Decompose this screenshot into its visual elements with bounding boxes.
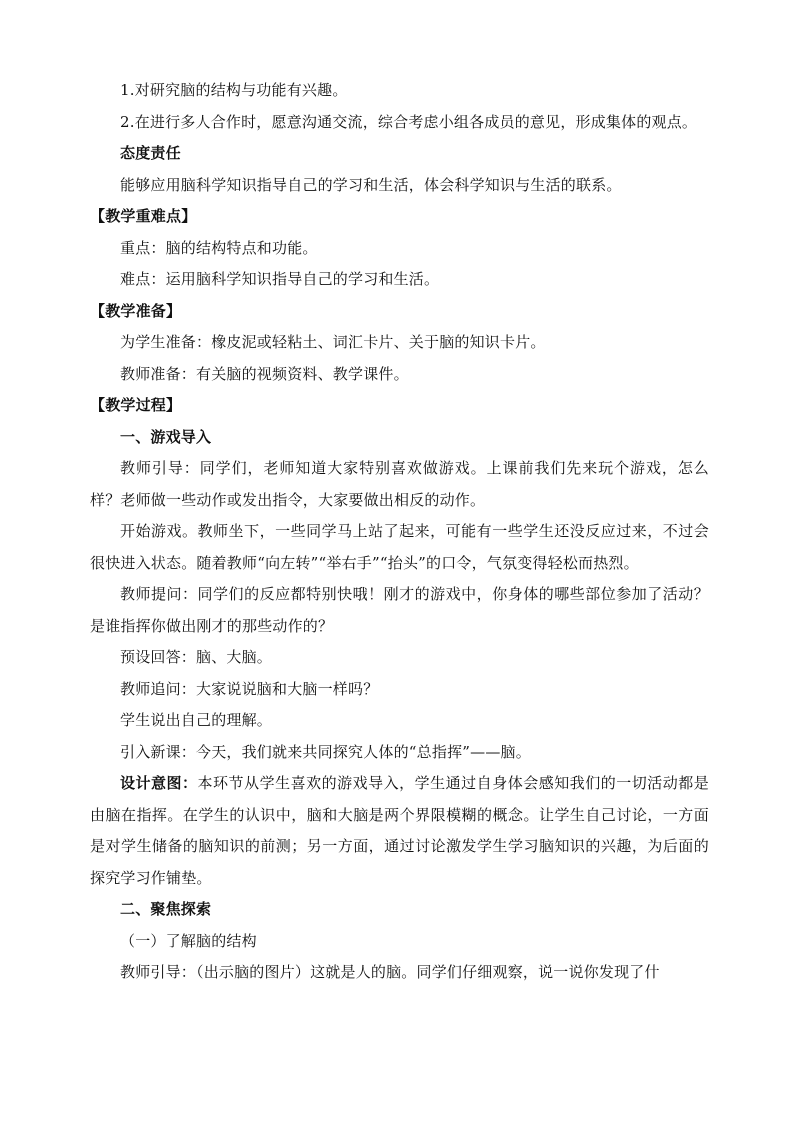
teacher-guide-2: 教师引导：（出示脑的图片）这就是人的脑。同学们仔细观察，说一说你发现了什	[120, 963, 660, 981]
design-intent	[90, 768, 709, 894]
heading-process: 【教学过程】	[90, 396, 182, 414]
game-start: 开始游戏。教师坐下，一些同学马上站了起来，可能有一些学生还没反应过来，不过会很快进入状态。随着教师“向左转”“举右手”“抬头”的口令，气氛变得轻松而热烈。	[90, 522, 709, 572]
student-preparation: 为学生准备：橡皮泥或轻粘土、词汇卡片、关于脑的知识卡片。	[120, 333, 546, 351]
teacher-followup: 教师追问：大家说说脑和大脑一样吗？	[120, 679, 379, 698]
teacher-guide-1: 教师引导：同学们，老师知道大家特别喜欢做游戏。上课前我们先来玩个游戏，怎么样？老师做一些动作或发出指令，大家要做出相反的动作。	[90, 459, 709, 509]
heading-preparation: 【教学准备】	[90, 301, 182, 320]
heading-key-points: 【教学重难点】	[90, 207, 197, 225]
difficult-point: 难点：运用脑科学知识指导自己的学习和生活。	[120, 270, 440, 288]
key-point: 重点：脑的结构特点和功能。	[120, 238, 318, 257]
teacher-question: 教师提问：同学们的反应都特别快哦！刚才的游戏中，你身体的哪些部位参加了活动？是谁指挥你做出刚才的那些动作的？	[90, 585, 709, 635]
objective-1: 1.对研究脑的结构与功能有兴趣。	[120, 81, 348, 99]
student-response: 学生说出自己的理解。	[120, 711, 273, 729]
subheading-brain-structure: （一）了解脑的结构	[120, 931, 257, 950]
design-intent-label: 设计意图：	[120, 774, 198, 792]
attitude-text: 能够应用脑科学知识指导自己的学习和生活，体会科学知识与生活的联系。	[120, 175, 622, 194]
new-lesson-intro: 引入新课：今天，我们就来共同探究人体的“总指挥”——脑。	[120, 742, 531, 761]
document-body	[90, 75, 709, 989]
preset-answer: 预设回答：脑、大脑。	[120, 648, 273, 666]
heading-game-intro: 一、游戏导入	[120, 427, 212, 446]
heading-attitude: 态度责任	[120, 144, 181, 162]
teacher-preparation: 教师准备：有关脑的视频资料、教学课件。	[120, 364, 409, 383]
objective-2: 2.在进行多人合作时，愿意沟通交流，综合考虑小组各成员的意见，形成集体的观点。	[120, 112, 698, 131]
design-intent-text: 本环节从学生喜欢的游戏导入，学生通过自身体会感知我们的一切活动都是由脑在指挥。在学生的认识中，脑和大脑是两个界限模糊的概念。让学生自己讨论，一方面是对学生储备的脑知识的前测；另一方面，通过讨论激发学生学习脑知识的兴趣，为后面的探究学习作铺垫。	[90, 774, 709, 887]
heading-focus-explore: 二、聚焦探索	[120, 900, 212, 918]
